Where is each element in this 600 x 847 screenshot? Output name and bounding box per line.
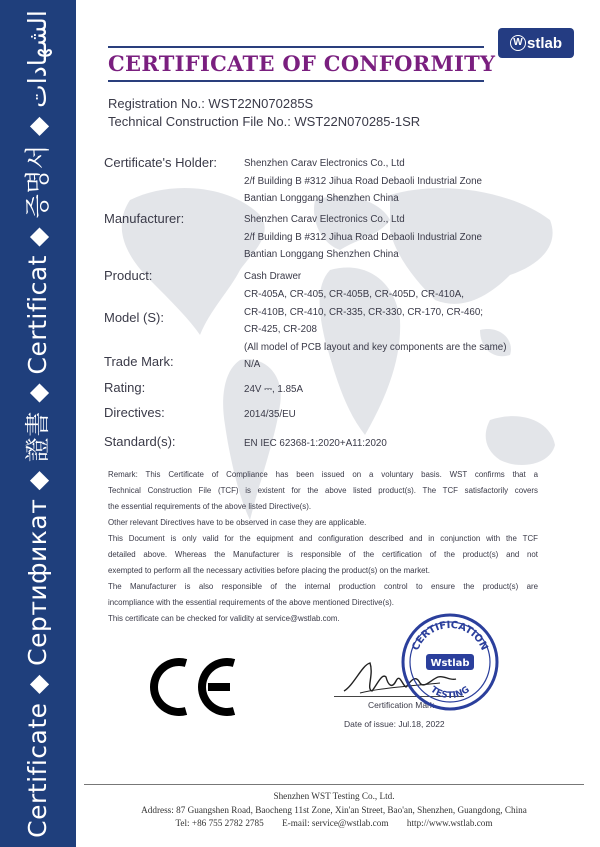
model-line: (All model of PCB layout and key components are the same) xyxy=(244,341,507,353)
title-rule-bottom xyxy=(108,80,484,82)
ce-mark-logo xyxy=(148,655,240,719)
manufacturer-value xyxy=(244,211,482,264)
title-rule-top xyxy=(108,46,484,48)
product-label: Product: xyxy=(104,268,153,283)
logo-mark: W xyxy=(510,35,526,51)
footer-rule xyxy=(84,784,584,785)
stamp-top-text: CERTIFICATION xyxy=(410,619,490,653)
directives-value: 2014/35/EU xyxy=(244,409,296,420)
remark-line: exempted to perform all the necessary activities before placing the product(s) on the market. xyxy=(108,566,430,575)
standards-value: EN IEC 62368-1:2020+A11:2020 xyxy=(244,438,387,449)
standards-label: Standard(s): xyxy=(104,434,176,449)
footer-contact: Tel: +86 755 2782 2785 E-mail: service@wstlab.com http://www.wstlab.com xyxy=(175,818,493,828)
holder-line: Bantian Longgang Shenzhen China xyxy=(244,193,399,204)
sidebar-multilingual-text: Certificate ◆ Сертификат ◆ 證書 ◆ Certificat ◆ 증명서 ◆ الشهادات xyxy=(23,10,52,838)
directives-label: Directives: xyxy=(104,405,165,420)
holder-value xyxy=(244,155,482,208)
remarks-block xyxy=(108,467,538,627)
manufacturer-line: Shenzhen Carav Electronics Co., Ltd xyxy=(244,214,405,225)
rating-label: Rating: xyxy=(104,380,146,395)
footer-company: Shenzhen WST Testing Co., Ltd. xyxy=(273,791,395,801)
manufacturer-label: Manufacturer: xyxy=(104,211,185,226)
model-label: Model (S): xyxy=(104,310,164,325)
remark-line: This Document is only valid for the equipment and configuration described and in conjunction with the TCF xyxy=(108,534,538,543)
logo-text: stlab xyxy=(526,34,562,52)
product-value: Cash Drawer xyxy=(244,271,302,282)
registration-number: Registration No.: WST22N070285S xyxy=(108,96,314,111)
model-line: CR-405A, CR-405, CR-405B, CR-405D, CR-410A, xyxy=(244,289,464,300)
remark-line: Other relevant Directives have to be observed in case they are applicable. xyxy=(108,518,367,527)
holder-line: 2/f Building B #312 Jihua Road Debaoli Industrial Zone xyxy=(244,175,483,187)
remark-line: incompliance with the essential requirements of the above mentioned Directive(s). xyxy=(108,598,394,607)
trademark-value: N/A xyxy=(244,359,261,370)
sidebar-banner xyxy=(0,0,76,847)
rating-value: 24V ⎓, 1.85A xyxy=(244,384,304,395)
model-line: CR-425, CR-208 xyxy=(244,324,317,335)
tcf-number: Technical Construction File No.: WST22N070285-1SR xyxy=(108,114,421,129)
remark-line: the essential requirements of the above listed Directive(s). xyxy=(108,502,312,511)
trademark-label: Trade Mark: xyxy=(104,354,174,369)
model-line: CR-410B, CR-410, CR-335, CR-330, CR-170, CR-460; xyxy=(244,306,484,318)
remark-line: detailed above. Whereas the Manufacturer is responsible of the certification of the product(s) and not xyxy=(108,550,538,559)
stamp-center-text: Wstlab xyxy=(430,658,470,669)
remark-line: This certificate can be checked for validity at service@wstlab.com. xyxy=(108,614,340,623)
footer-address: Address: 87 Guangshen Road, Baocheng 11st Zone, Xin'an Street, Bao'an, Shenzhen, Guangdong, China xyxy=(141,805,527,815)
holder-line: Shenzhen Carav Electronics Co., Ltd xyxy=(244,158,405,169)
certification-stamp xyxy=(400,612,500,712)
remark-line: The Manufacturer is also responsible of the internal production control to ensure the product(s) are xyxy=(108,582,538,591)
signature-caption: Certification Mark xyxy=(368,700,435,710)
manufacturer-line: 2/f Building B #312 Jihua Road Debaoli Industrial Zone xyxy=(244,231,483,243)
remark-line: Technical Construction File (TCF) is existent for the above listed product(s). The TCF satisfactorily covers xyxy=(108,486,538,495)
stamp-bottom-text: TESTING xyxy=(428,684,472,702)
issue-date: Date of issue: Jul.18, 2022 xyxy=(344,719,445,729)
wstlab-logo xyxy=(498,28,574,58)
manufacturer-line: Bantian Longgang Shenzhen China xyxy=(244,249,399,260)
remark-line: Remark: This Certificate of Compliance has been issued on a voluntary basis. WST confirms that a xyxy=(108,470,538,479)
certificate-title: CERTIFICATE OF CONFORMITY xyxy=(108,51,496,76)
holder-label: Certificate's Holder: xyxy=(104,155,218,170)
model-value xyxy=(244,286,506,356)
